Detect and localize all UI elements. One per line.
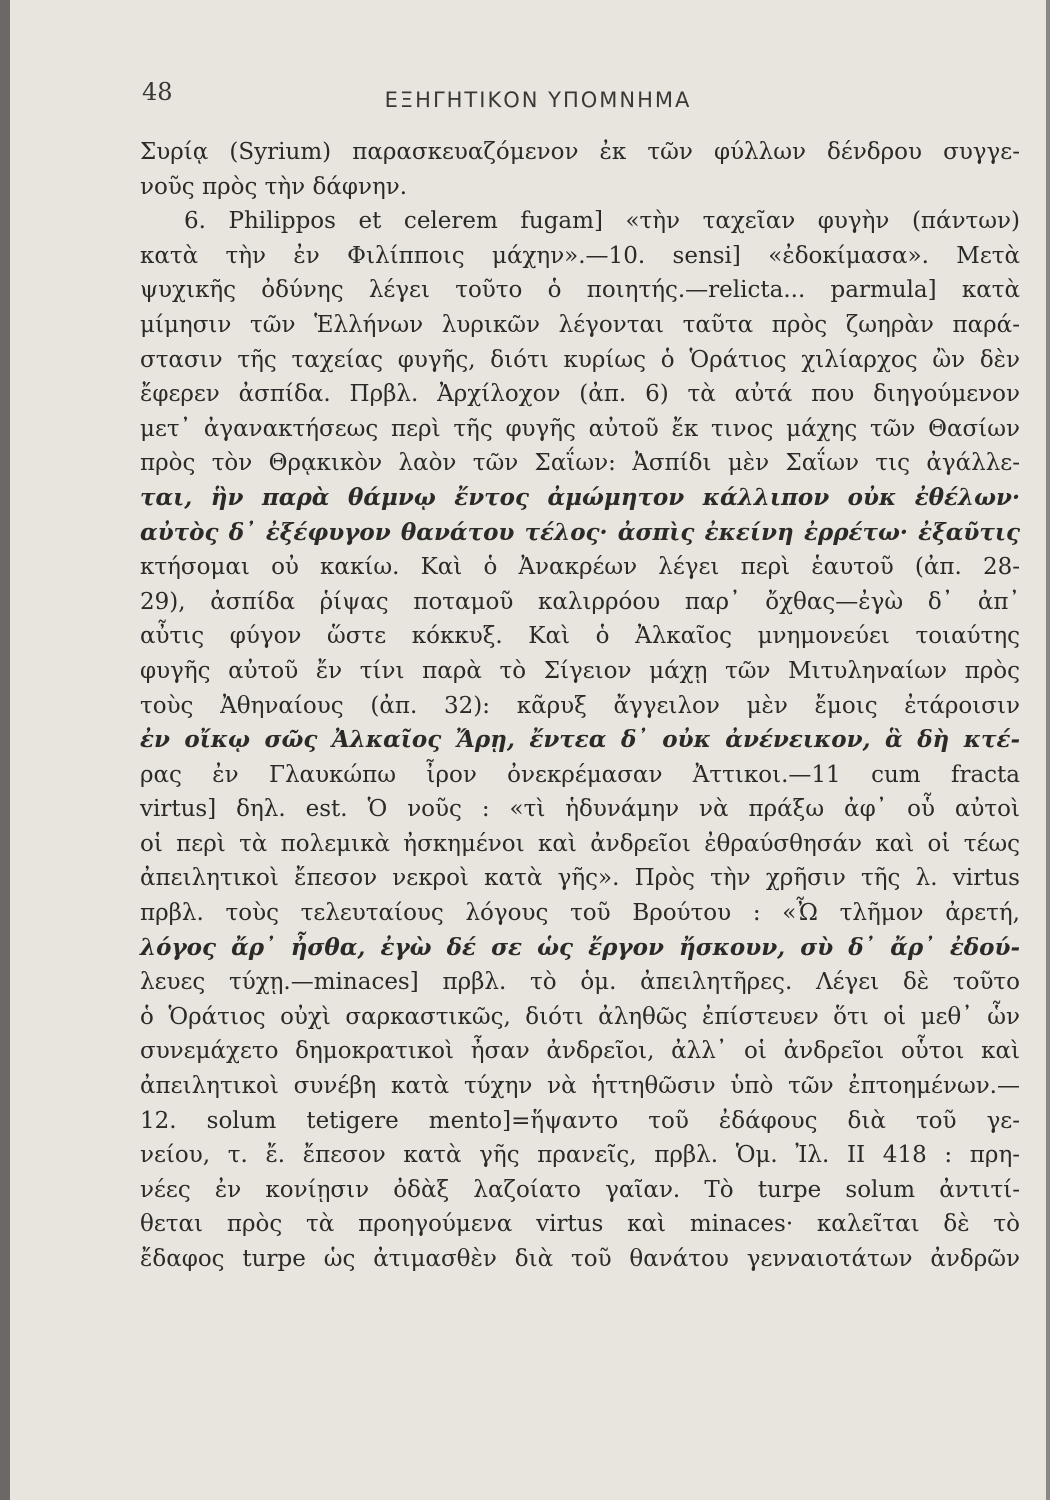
text-line: πρὸς τὸν Θρᾳκικὸν λαὸν τῶν Σαΐων: Ἀσπίδι μὲν Σαΐων τις ἀγάλλε- <box>140 450 1020 477</box>
text-line: λευες τύχῃ.—minaces] πρβλ. τὸ ὁμ. ἀπειλητῆρες. Λέγει δὲ τοῦτο <box>140 969 1020 996</box>
text-line: λόγος ἄρ᾽ ἦσθα, ἐγὼ δέ σε ὡς ἔργον ἤσκουν, σὺ δ᾽ ἄρ᾽ ἐδού- <box>140 933 1020 961</box>
text-line: 12. solum tetigere mento]=ἥψαντο τοῦ ἐδάφους διὰ τοῦ γε- <box>140 1107 1020 1134</box>
text-line: 6. Philippos et celerem fugam] «τὴν ταχεῖαν φυγὴν (πάντων) <box>184 208 1020 235</box>
text-line: Συρίᾳ (Syrium) παρασκευαζόμενον ἐκ τῶν φύλλων δένδρου συγγε- <box>140 139 1020 165</box>
text-line: μίμησιν τῶν Ἑλλήνων λυρικῶν λέγονται ταῦτα πρὸς ζωηρὰν παρά- <box>140 311 1020 338</box>
text-line: συνεμάχετο δημοκρατικοὶ ἦσαν ἀνδρεῖοι, ἀλλ᾽ οἱ ἀνδρεῖοι οὗτοι καὶ <box>140 1038 1020 1065</box>
text-line: ψυχικῆς ὀδύνης λέγει τοῦτο ὁ ποιητής.—relicta... parmula] κατὰ <box>140 277 1020 304</box>
text-line: κτήσομαι οὐ κακίω. Καὶ ὁ Ἀνακρέων λέγει περὶ ἑαυτοῦ (ἀπ. 28- <box>140 554 1020 581</box>
text-line: κατὰ τὴν ἐν Φιλίπποις μάχην».—10. sensi] «ἐδοκίμασα». Μετὰ <box>140 242 1020 269</box>
text-line: φυγῆς αὐτοῦ ἔν τίνι παρὰ τὸ Σίγειον μάχῃ τῶν Μιτυληναίων πρὸς <box>140 657 1020 684</box>
text-line: τοὺς Ἀθηναίους (ἀπ. 32): κᾶρυξ ἄγγειλον μὲν ἔμοις ἐτάροισιν <box>140 692 1020 719</box>
text-line: νοῦς πρὸς τὴν δάφνην. <box>140 173 408 200</box>
text-line: ἀπειλητικοὶ ἔπεσον νεκροὶ κατὰ γῆς». Πρὸς τὴν χρῆσιν τῆς λ. virtus <box>140 865 1020 892</box>
text-line: ται, ἣν παρὰ θάμνῳ ἔντος ἀμώμητον κάλλιπον οὐκ ἐθέλων· <box>140 483 1020 511</box>
text-line: virtus] δηλ. est. Ὁ νοῦς : «τὶ ἡδυνάμην νὰ πράξω ἀφ᾽ οὗ αὐτοὶ <box>140 796 1020 823</box>
text-line: θεται πρὸς τὰ προηγούμενα virtus καὶ minaces· καλεῖται δὲ τὸ <box>140 1211 1020 1238</box>
text-line: ὁ Ὁράτιος οὐχὶ σαρκαστικῶς, διότι ἀληθῶς ἐπίστευεν ὅτι οἱ μεθ᾽ ὧν <box>140 1003 1020 1030</box>
running-head: ΕΞΗΓΗΤΙΚΟΝ ΥΠΟΜΝΗΜΑ <box>384 88 692 112</box>
text-line: 29), ἀσπίδα ῥίψας ποταμοῦ καλιρρόου παρ᾽ ὄχθας—ἐγὼ δ᾽ ἀπ᾽ <box>140 588 1020 615</box>
text-line: οἱ περὶ τὰ πολεμικὰ ἠσκημένοι καὶ ἀνδρεῖοι ἐθραύσθησάν καὶ οἱ τέως <box>140 830 1020 857</box>
text-line: αὖτις φύγον ὥστε κόκκυξ. Καὶ ὁ Ἀλκαῖος μνημονεύει τοιαύτης <box>140 623 1020 650</box>
text-line: νέες ἐν κονίῃσιν ὀδὰξ λαζοίατο γαῖαν. Τὸ turpe solum ἀντιτί- <box>140 1176 1020 1203</box>
text-line: ρας ἐν Γλαυκώπω ἶρον ὀνεκρέμασαν Ἀττικοι.—11 cum fracta <box>140 761 1020 788</box>
text-line: ἐν οἴκῳ σῶς Ἀλκαῖος Ἄρῃ, ἔντεα δ᾽ οὐκ ἀνένεικον, ἃ δὴ κτέ- <box>140 726 1020 754</box>
text-line: ἔδαφος turpe ὡς ἀτιμασθὲν διὰ τοῦ θανάτου γενναιοτάτων ἀνδρῶν <box>140 1246 1020 1272</box>
text-line: νείου, τ. ἔ. ἔπεσον κατὰ γῆς πρανεῖς, πρβλ. Ὁμ. Ἰλ. II 418 : πρη- <box>140 1142 1020 1169</box>
text-line: ἀπειλητικοὶ συνέβη κατὰ τύχην νὰ ἡττηθῶσιν ὑπὸ τῶν ἐπτοημένων.— <box>140 1073 1020 1100</box>
text-line: ἔφερεν ἀσπίδα. Πρβλ. Ἀρχίλοχον (ἀπ. 6) τὰ αὐτά που διηγούμενον <box>140 381 1020 408</box>
text-line: αὐτὸς δ᾽ ἐξέφυγον θανάτου τέλος· ἀσπὶς ἐκείνη ἐρρέτω· ἐξαῦτις <box>140 518 1020 546</box>
page-number: 48 <box>142 78 173 106</box>
text-line: πρβλ. τοὺς τελευταίους λόγους τοῦ Βρούτου : «Ὦ τλῆμον ἀρετή, <box>140 900 1020 927</box>
text-line: στασιν τῆς ταχείας φυγῆς, διότι κυρίως ὁ Ὁράτιος χιλίαρχος ὢν δὲν <box>140 346 1020 373</box>
commentary-text <box>140 135 1020 1277</box>
text-line: μετ᾽ ἀγανακτήσεως περὶ τῆς φυγῆς αὐτοῦ ἔκ τινος μάχης τῶν Θασίων <box>140 415 1020 442</box>
